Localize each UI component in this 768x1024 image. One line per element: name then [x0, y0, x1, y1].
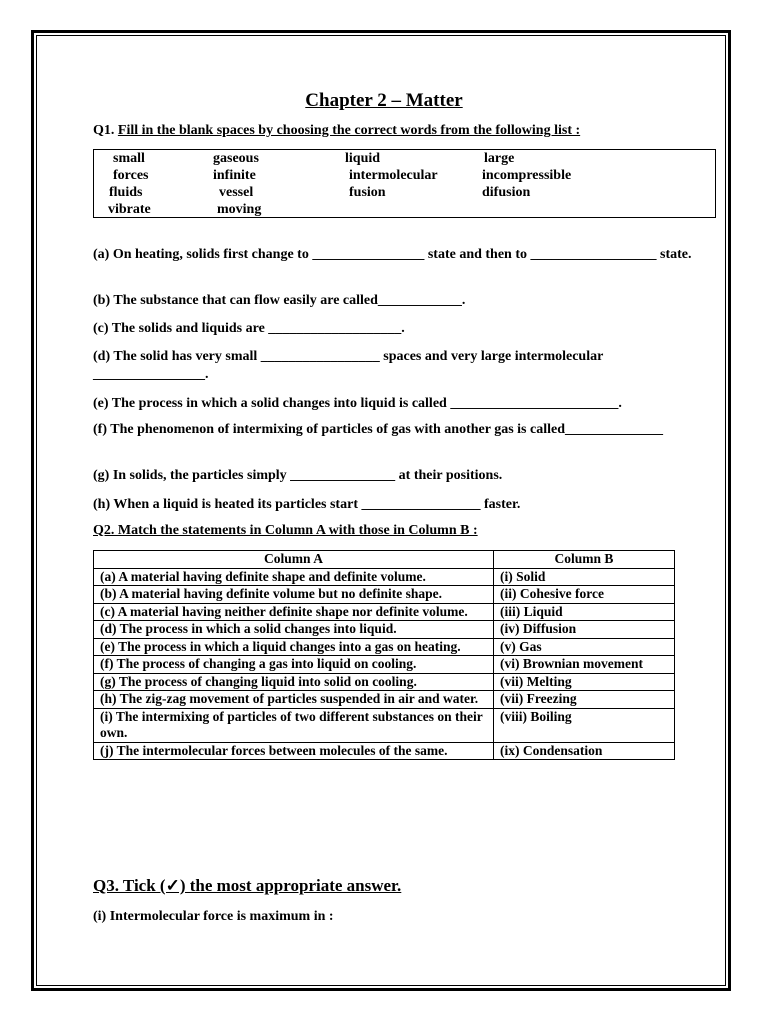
column-a-cell: (g) The process of changing liquid into solid on cooling.: [94, 673, 494, 691]
table-row: [94, 673, 675, 691]
word-item: liquid: [345, 151, 381, 166]
word-item: intermolecular: [349, 168, 438, 183]
column-b-header: Column B: [494, 551, 675, 569]
word-item: vibrate: [108, 202, 151, 217]
word-item: infinite: [213, 168, 256, 183]
fill-blank-e: (e) The process in which a solid changes into liquid is called ________________________.: [93, 396, 622, 411]
column-a-cell: (d) The process in which a solid changes into liquid.: [94, 621, 494, 639]
column-b-cell: (vi) Brownian movement: [494, 656, 675, 674]
fill-blank-b: (b) The substance that can flow easily are called____________.: [93, 293, 466, 308]
word-item: gaseous: [213, 151, 259, 166]
table-row: [94, 708, 675, 742]
q1-instruction: Fill in the blank spaces by choosing the correct words from the following list :: [117, 123, 581, 138]
fill-blank-d: (d) The solid has very small _________________ spaces and very large intermolecular ________________.: [93, 349, 604, 382]
column-a-cell: (i) The intermixing of particles of two different substances on their own.: [94, 708, 494, 742]
word-item: forces: [113, 168, 149, 183]
table-header-row: [94, 551, 675, 569]
word-item: vessel: [219, 185, 254, 200]
table-row: [94, 638, 675, 656]
word-item: fusion: [349, 185, 386, 200]
fill-blank-c: (c) The solids and liquids are ___________________.: [93, 321, 405, 336]
column-b-cell: (iv) Diffusion: [494, 621, 675, 639]
column-a-cell: (b) A material having definite volume but no definite shape.: [94, 586, 494, 604]
column-a-cell: (j) The intermolecular forces between molecules of the same.: [94, 742, 494, 760]
column-a-header: Column A: [94, 551, 494, 569]
word-item: incompressible: [482, 168, 572, 183]
word-item: small: [113, 151, 145, 166]
page-title: Chapter 2 – Matter: [305, 90, 463, 111]
table-row: [94, 656, 675, 674]
word-item: difusion: [482, 185, 531, 200]
fill-blank-h: (h) When a liquid is heated its particles start _________________ faster.: [93, 497, 521, 512]
word-list-box: [93, 149, 716, 218]
column-b-cell: (v) Gas: [494, 638, 675, 656]
column-a-cell: (c) A material having neither definite shape nor definite volume.: [94, 603, 494, 621]
q2-heading: [93, 523, 478, 539]
column-b-cell: (ix) Condensation: [494, 742, 675, 760]
match-table: [93, 550, 675, 760]
column-b-cell: (viii) Boiling: [494, 708, 675, 742]
q3-heading: Q3. Tick (✓) the most appropriate answer.: [93, 876, 402, 895]
column-b-cell: (vii) Freezing: [494, 691, 675, 709]
table-row: [94, 742, 675, 760]
table-row: [94, 603, 675, 621]
q2-heading-text: Q2. Match the statements in Column A with those in Column B :: [93, 523, 478, 538]
table-row: [94, 691, 675, 709]
column-b-cell: (ii) Cohesive force: [494, 586, 675, 604]
word-item: large: [484, 151, 515, 166]
column-b-cell: (iii) Liquid: [494, 603, 675, 621]
column-a-cell: (e) The process in which a liquid changes into a gas on heating.: [94, 638, 494, 656]
q1-number: Q1.: [93, 123, 115, 138]
word-item: fluids: [109, 185, 143, 200]
fill-blank-g: (g) In solids, the particles simply _______________ at their positions.: [93, 468, 503, 483]
q1-heading: [93, 123, 580, 139]
table-row: [94, 568, 675, 586]
table-row: [94, 586, 675, 604]
fill-blank-f: (f) The phenomenon of intermixing of particles of gas with another gas is called______________: [93, 422, 663, 437]
column-a-cell: (f) The process of changing a gas into liquid on cooling.: [94, 656, 494, 674]
q3-question-i: (i) Intermolecular force is maximum in :: [93, 909, 334, 924]
table-row: [94, 621, 675, 639]
column-a-cell: (h) The zig-zag movement of particles suspended in air and water.: [94, 691, 494, 709]
column-b-cell: (vii) Melting: [494, 673, 675, 691]
fill-blank-a: (a) On heating, solids first change to ________________ state and then to __________________ state.: [93, 247, 692, 262]
column-a-cell: (a) A material having definite shape and definite volume.: [94, 568, 494, 586]
word-item: moving: [217, 202, 262, 217]
column-b-cell: (i) Solid: [494, 568, 675, 586]
